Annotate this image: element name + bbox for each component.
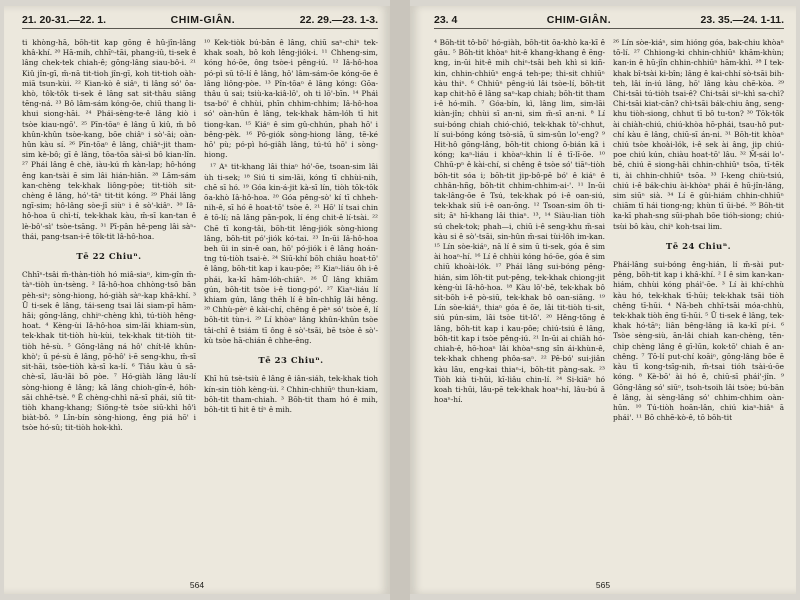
left-page-number: 564	[189, 580, 205, 590]
left-col2-top-text: ¹⁰ Kek-tiòk bú-bān ê lâng, chiū saⁿ-chiⁿ tek-khak soah, bô koh lêng-jiók-i. ¹¹ Chheng-sim, kóng hó-ōe, ông tsòe-i pêng-iú. ¹² Iâ-hô-hoa pó-pì sū tō-lí ê lâng, hō' lâm-sám-ōe kóng-ōe ê lâng liông-pòe. ¹³ Pîn-tōaⁿ ê lâng kóng: Gōa-thâu ū sai; tsiù-ka-kiâ-lō', oh ti lō'-bīn. ¹⁴ Phái̍ tsa-bó' ê chhùi, phīn chhim-chhim; Iâ-hô-hoa só' oàn-hūn ê lâng, tek-khak hām-lóh tī hit tiong-kan. ¹⁵ Kiáⁿ ê sim gû-chhún, phah hō' i bêng-pèk. ¹⁶ Pô-giók sòng-hiong lâng, tē-ké hō' pù; pó-pì hó-giâh lâng, tú-tú hō' i sòng-hiong.	[204, 38, 378, 160]
right-col2-top-text: ²⁶ Lín sòe-kiáⁿ, sim hióng góa, bak-chiu khòaⁿ tō-lí. ²⁷ Chhiong-ki chhin-chhiūⁿ khām-khùn; kan-in ê hū-jîn chhin-chhiūⁿ hām-khì. ²⁸ I tek-khak bî-tsài ki-bîn; lâng ê kai-chhí sò-tsāi bih-teh, lâi ín-iú lâng, hō' lâng kàu chē-kòa. ²⁹ Chi-tsāi tú-tiòh tsai-ê? Chi-tsāi siⁿ-khì sa-chì? Chi-tsāi kiat-cān? chì-tsāi bák-chiu âng, seng-khu tiòh-siong, chhut tī bô tu-ton? ³⁰ Tōk-tōk ài chiàh-chiú, chiú-khòa hō-phái, tsau-hô put-chí kàu ē lâng, chiū-sī án-ni. ³¹ Bōh-tit khòaⁿ chiú tsòe khoài-lók, i-ê sek ài âng, jip chiú-poe chiú kún, chiàu hoat-tō' lâu. ³² M̄-sái lo'-bē, chiú ē siong-hāi chhin-chhiūⁿ tsōa, tī-tēk ti, ài chhin-chhiūⁿ tsōa. ³³ I-keng chiù-tsiú, chiú i-ê bák-chiu ài-khòaⁿ phái ê hū-jîn-lâng, sim siūⁿ sià. ³⁴ Lí ē gûi-hiám chhin-chhiūⁿ chiām tī hái tiong-ng; khùn tī ūi-bé. ³⁵ Bōh-tit ka-kī phah-sng sūi-phah bōe tióh-siong; chiú-tsùi bô kàu, chiⁿ koh-tsai lim.	[613, 38, 784, 231]
right-column-1	[434, 38, 605, 578]
left-column-2	[204, 38, 378, 578]
right-header-title: CHIM-GIÂN.	[546, 14, 612, 26]
right-col1-text: ⁴ Bōh-tit tô-bō' hó-giàh, bōh-tit ōa-khò ka-kī ê gâu. ⁵ Bōh-tit khòaⁿ hit-ê khang-khang ê ēng-kng, in-ūi hit-ê mih chiⁿ-tsâi beh khì si kiñ-kin, chhin-chhiūⁿ eng-á teh-pe; thi-sit chhiūⁿ kàu thiⁿ. ⁶ Chhiūⁿ pêng-iú lâi tsòe-lí, bōh-tit kap chit-hō ê lâng saⁿ-kap chiah; bōh-tit tham i-ê hó-mih. ⁷ Góa-bín, kì, lâng lim, sim-lāi kiàn-jîn; chhùi sī an-ni, sim m̄-sī an-ni. ⁸ Lí sui-bóng chiah chió-chió, tek-khak tò'-chhut, lí sui-bóng kóng tsò-siā, ū sim-sûn lo'-eng? ⁹ Hit-hô gōng-lâng, bōh-tit chiong ō-bián kā i kóng; kaⁿ-liáu i khòaⁿ-khin lí ê tī-lī-ōe. ¹⁰ Chhū-pⁿ ê kài-chí, si chêng ê tsòe só' tiāⁿ-tiòh bōh-tit sóa i; bōh-tit jip-bô-pē bó' ê kiáⁿ ê chhân-hñg, bōh-tit chhim-chhim-ai-'. ¹¹ In-ūi tak-lâng-ōe ē Tsú, tek-khak pó i-ê oan-siú, tek-khak siū i-ê oan-ōng. ¹² Tsoan-sim ōh ti-sit; āⁿ hī-khang lâi thiaⁿ. ¹³, ¹⁴ Siàu-lian tiòh sú chek-tok; phah—i, chiū i-ê seng-khu m̄-sai kàu si ê sò'-tsāi, sin-hûn m̄-sai tùi-lôh im-kan. ¹⁵ Lín sòe-kiáⁿ, nā lí ê sim ū ti-sek, góa ê sim ài hoaⁿ-hí. ¹⁶ Lí ê chhùi kóng hó-ōe, góa ê sim chiū khoài-lók. ¹⁷ Phái̍ lâng sui-bóng pêng-hián, sim lōh-tit put-pêng, tek-khak chiong-jit kèng-ùi Iâ-hô-hoa. ¹⁸ Kàu lō'-bē, tek-khak bô sit-bōh i-ê pò-siū, tek-khak bô oan-siāng. ¹⁹ Lín sòe-kiáⁿ, thiaⁿ góa ê ōe, lâi tit-tiòh ti-sit, siú pún-sim, lâi tsòe tit-lō'. ²⁰ Hêng-tōng ê lâng, bōh-tit kap i kau-pôe; chiú-tsiú ê lâng, bōh-tit kap i tsòe pêng-iú. ²¹ In-ūi ai chiāh hó-chiah-ê, hō-hoaⁿ lâi khòaⁿ-sng sîn ái-khùn-ê, tek-khak chheng phôa-saⁿ. ²² Pê-bó' sui-jiân kàu lāu, eng-kai thiaⁿ-i, bōh-tit pàng-sak. ²³ Tiòh kià ti-hūi, kī-liâu chin-lí. ²⁴ Si-kiāⁿ hó koah ti-hūi, lâu-pē tek-khak hoaⁿ-hí, lâu-bú ā hoaⁿ-hí.	[434, 38, 605, 405]
left-col1-top-text: ti khòng-hā, bōh-tit kap gōng ê hû-jîn-lâng khâ-khí. ²⁰ Hā-mih, chhīⁿ-tāi, phang-iû, ti-sek ê lâng chek-tek chiah-ê; gōng-lâng siau-bô-i. ²¹ Kiû jîn-gī, m̄-nā tit-tioh jîn-gī, koh tit-tioh oàh-miā tsun-kùi. ²² Kian-kò ê siâⁿ, ti lâng só' ōa-khò, tôk-tôk ti-sek ê lâng sat sit-thâu siāng tēng-ná. ²³ Bô lâm-sám kóng-ōe, chiū thang li-khui siong-hāi. ²⁴ Phái̍-sèng-te-ê lâng kiò i tsòe kiau-ngō'. ²⁵ Pīn-tōaⁿ ê lâng ū kiû, m̄ bô khûn-khûn tsòe-kang, bōe chiâⁿ i sò'-āi; oàn-hûn kàu sí. ²⁶ Pīn-tōaⁿ ê lâng, chiâⁿ-jit tham-sim kè-bô; gī ê lâng, tōa-tōa sài-sì bô kian-lîn. ²⁷ Phái̍ lâng ê chè, iàu-kú m̄ kàn-lap; hô-hóng êng kan-tsài ē sim lâi hián-hiān. ²⁸ Lām-sám kan-chèng tek-khak liông-pòe; tit-tiòh sit-chèng ê lâng, hó'-tāⁿ tit-tit kóng. ²⁹ Phái̍ lâng ngī-sim; hô-lâng sòe-jī siùⁿ i ê sò'-kiâⁿ. ³⁰ Iâ-hô-hoa ū chì-tí, tek-khak kàu, m̄-sī kan-tan ê lè-bô'-sì' tsòe-tsāng. ³¹ Pī-pân hê-peng lâi sàⁿ-thái, pang-tsan-i-ē tōk-tit lâ-hô-hoa.	[22, 38, 196, 241]
left-header-range-right: 22. 29.—23. 1-3.	[299, 14, 378, 26]
right-header-range-right: 23. 35.—24. 1-11.	[700, 14, 784, 26]
chapter-heading-22: Tē 22 Chiuⁿ.	[76, 252, 142, 263]
right-page-number: 565	[595, 580, 611, 590]
left-page	[4, 6, 390, 594]
left-header-range-left: 21. 20-31.—22. 1.	[22, 14, 107, 26]
left-header-title: CHIM-GIÂN.	[170, 14, 236, 26]
left-page-header	[22, 14, 378, 29]
left-page-columns	[22, 38, 378, 578]
right-page-columns	[434, 38, 784, 578]
right-page-header	[434, 14, 784, 29]
right-column-2	[613, 38, 784, 578]
book-gutter	[390, 0, 410, 600]
right-col2-chapter-body: Phái̍-lâng sui-bóng êng-hián, lí m̄-sài put-pêng, bōh-tit kap i khâ-khí. ² I ê sim kan-kan-hiám, chhùi kóng phái̍'-ōe. ³ Lí ài khí-chhù kàu hó, tek-khak tī-hūi; tek-khak tsāi tiòh chêng tī-hūi. ⁴ Nā-beh chhī-tsāi móa-chhù, tek-khak tiòh ēng tī-hūi. ⁵ Ū ti-sek ê lâng, tek-khak hó-tāⁿ; liân bêng-lâng iā ka-kī pí-i. ⁶ Tsòe sèng-siù, ān-lâi chiah kan-chèng, tēn-chip chèng lâng ê gī-lūn, kok-tō' chiah ē an-chêng. ⁷ Tō-lí put-chí koāiⁿ, gōng-lâng bōe ē kàu tī kong-tsīg-nih, m̄-tsai tióh tsài-ú-ōe kóng. ⁸ Kè-bō' ài hó ê, chiū-sī phái̍'-jîn. ⁹ Gōng-lâng só' siūⁿ, tsoh-tsoih lâi tsòe; bú-bān ê lâng, ài sèng-lâng só' chhim-chhim oàn-hūn. ¹⁰ Tú-tiòh hoān-lân, chiú kiaⁿ-hiâⁿ ā phái̍'. ¹¹ Bō chhē-kò-ê, tō bōh-tit	[613, 260, 784, 423]
left-col1-chapter-body: Chhīⁿ-tsâi m̄-thàn-tiòh hó miâ-siaⁿ, kim-gîn m̄-tàⁿ-tiòh ùn-tsèng. ² Iâ-hô-hoa chhòng-tsō bān pèh-siⁿ; sòng-hiong, hó-giàh sàⁿ-kap khâ-khí. ³ Ū ti-sek ê lâng, tái-seng tsai lāi siam-pī hām-hāi; gōng-lâng, chhiⁿ-chèng khì, tú-tiòh hêng-hoat. ⁴ Kèng-ùi Iâ-hô-hoa sim-lāi khiam-sùn, tek-khak tit-tiòh hù-kùi, tek-khak tit-tiòh tit-tiòh hê-sù. ⁵ Gōng-lâng ná hô' chít-lê khûn-khò'; ū pé-sù ê lâng, pō-hô' i-ē seng-khu, m̄-sī sit-hāi, tsòe-tiòh kà-sī ka-lí. ⁶ Tiâu kàu ū sā-chè-sī, lāu-lāi bō pòe. ⁷ Hó-giàh lâng lâu-lí sòng-hiong ê lâng; kā lâng chioh-gîn-ê, hóh-sāi chhē-tsè. ⁸ Ê chèng-chhì nā-sī phái, siū tit-tiòh khang-khang; Siōng-tè tsòe siū-khì hô'ì biàt-bô. ⁹ Lîn-bín sòng-hiong, êng piá hō' i tsòe hó-sû; tit-tiòh hok-khì.	[22, 270, 196, 433]
left-column-1	[22, 38, 196, 578]
left-col2-chapter-body: Khī hū tsè-tsiù ê lâng ê iân-siáh, tek-khak tioh kín-sin tiòh kèng-ùi. ² Chhin-chhiūⁿ thun-kiam, bōh-tit tham-chiah. ³ Bōh-tit tham hó ê mih, bōh-tit tī hit ê ti̍ⁿ ê mih.	[204, 374, 378, 414]
chapter-heading-23: Tē 23 Chiuⁿ.	[258, 356, 324, 367]
chapter-heading-24: Tē 24 Chiuⁿ.	[665, 241, 732, 252]
right-header-range-left: 23. 4	[434, 14, 458, 26]
left-col2-mid-text: ¹⁷ Aⁿ tit-khang lâi thiaⁿ hó'-ōe, tsoan-sim lâi ùh ti-sek; ¹⁸ Siú ti sim-lāi, kóng tī chhùi-nih, chē sī hó. ¹⁹ Góa kin-á-jit kà-sī lín, tiòh tōk-tōk ōa-khò Iâ-hô-hoa. ²⁰ Góa pêng-sò' kí tī chheh-nih-ê, sī hó ê hoat-tō' tsòe ê. ²¹ Hō' lí tsai chin ê tō-lí; nā lâng pān-pok, lí éng chit-ê lí-tsài. ²² Chē tī kong-tâi, bōh-tit lêng-jiók sòng-hiong lâng, bōh-tit pó'-jiók kó-tai. ²³ In-ūi Iâ-hô-hoa beh ūi in sin-ê oan, hō' pó-jiók i ê lâng hoán-tng tú-tiòh tsai-è. ²⁴ Siū-khí bōh chiâu hoat-tō' ê lâng, bōh-tit kap i kau-pôe; ²⁵ Kiaⁿ-liáu ôh i-ê phái, ka-kī hām-lóh-chiâⁿ. ²⁶ Ū lâng khiām gún, bōh-tit tsòe i-ê tiong-pó'. ²⁷ Kiaⁿ-liáu lí khiam gún, lâng thēh lí ê bîn-chhîg lâi hêng. ²⁸ Chhù-pèⁿ ê kài-chí, chêng ê pèⁿ só' tsòe ê, lí bōh-tit tùn-i. ²⁹ Lí khòaⁿ lâng khûn-khûn tsòe tāi-chî ê tsiám tī ông ê sò'-tsāi, bē tsòe ê sò'-kù tsòe hā-chián ê chhe-êng.	[204, 162, 378, 345]
right-page	[410, 6, 796, 594]
